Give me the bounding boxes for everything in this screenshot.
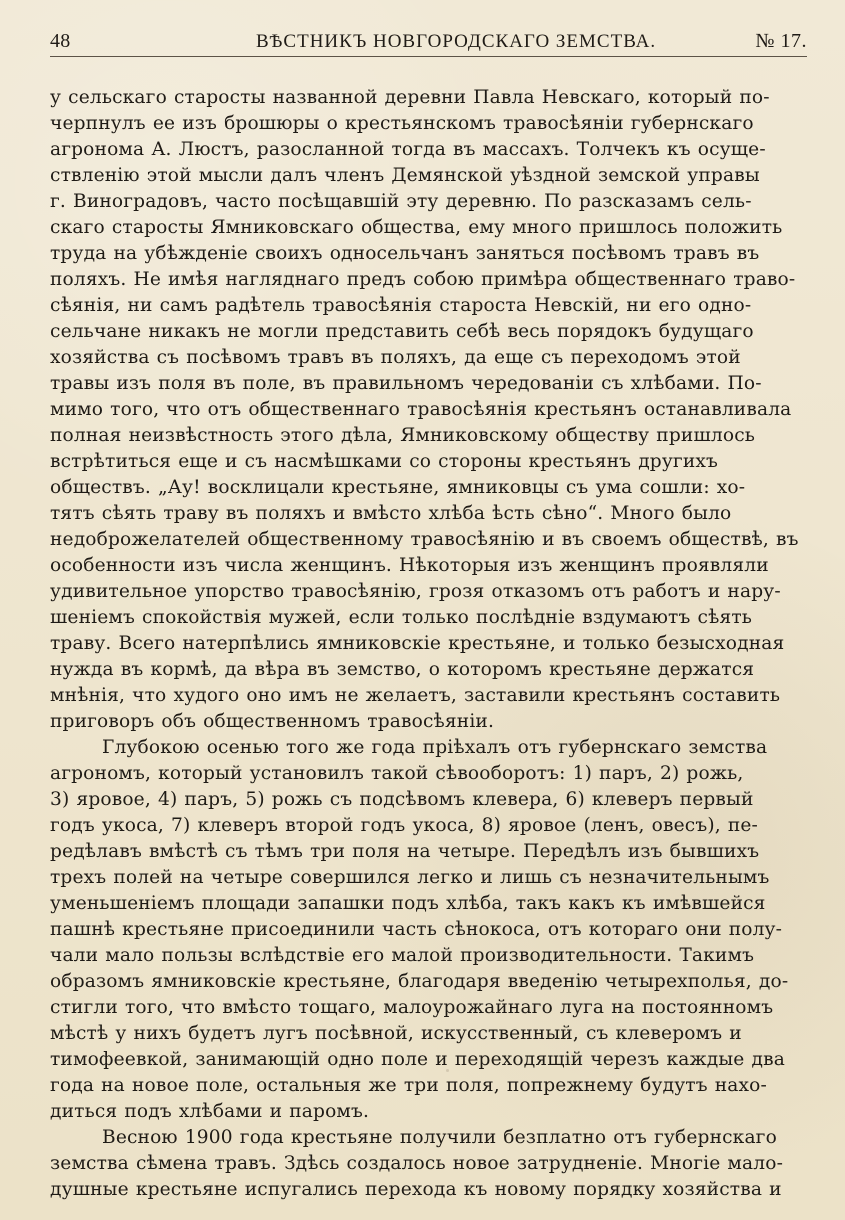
paragraph-1-line-3: агронома А. Люстъ, разосланной тогда въ массахъ. Толчекъ къ осуще- [50, 139, 766, 160]
paragraph-3 [50, 1125, 807, 1203]
paragraph-1-line-5: г. Виноградовъ, часто посѣщавшій эту деревню. По разсказамъ сель- [50, 191, 752, 212]
paragraph-1-line-18: недоброжелателей общественному травосѣянію и въ своемъ обществѣ, въ [50, 529, 799, 550]
paragraph-1-line-8: поляхъ. Не имѣя нагляднаго предъ собою примѣра общественнаго траво- [50, 269, 796, 290]
paragraph-1-line-24: мнѣнія, что худого оно имъ не желаетъ, заставили крестьянъ составить [50, 685, 781, 706]
paragraph-1-line-19: особенности изъ числа женщинъ. Нѣкоторыя изъ женщинъ проявляли [50, 555, 769, 576]
journal-title: ВѢСТНИКЪ НОВГОРОДСКАГО ЗЕМСТВА. [256, 31, 657, 52]
paragraph-2-line-5: редѣлавъ вмѣстѣ съ тѣмъ три поля на четыре. Передѣлъ изъ бывшихъ [50, 841, 760, 862]
paragraph-2-line-12: мѣстѣ у нихъ будетъ лугъ посѣвной, искусственный, съ клеверомъ и [50, 1023, 742, 1044]
paragraph-2-line-1: Глубокою осенью того же года пріѣхалъ отъ губернскаго земства [102, 737, 768, 758]
paragraph-1-line-25: приговоръ объ общественномъ травосѣяніи. [50, 711, 495, 732]
paragraph-2-line-7: уменьшеніемъ площади запашки подъ хлѣба, такъ какъ къ имѣвшейся [50, 893, 766, 914]
paragraph-1-line-21: шеніемъ спокойствія мужей, если только послѣдніе вздумаютъ сѣять [50, 607, 753, 628]
paragraph-1 [50, 85, 807, 735]
paragraph-1-line-15: встрѣтиться еще и съ насмѣшками со стороны крестьянъ другихъ [50, 451, 718, 472]
paragraph-2-line-6: трехъ полей на четыре совершился легко и лишь съ незначительнымъ [50, 867, 770, 888]
paragraph-2-line-11: стигли того, что вмѣсто тощаго, малоурожайнаго луга на постоянномъ [50, 997, 774, 1018]
running-header [50, 18, 807, 57]
paragraph-2-line-3: 3) яровое, 4) паръ, 5) рожь съ подсѣвомъ клевера, 6) клеверъ первый [50, 789, 754, 810]
document-body [50, 85, 807, 1203]
paragraph-1-line-20: удивительное упорство травосѣянію, грозя отказомъ отъ работъ и нару- [50, 581, 781, 602]
paragraph-1-line-16: обществъ. „Ау! восклицали крестьяне, ямниковцы съ ума сошли: хо- [50, 477, 746, 498]
paragraph-1-line-14: полная неизвѣстность этого дѣла, Ямниковскому обществу пришлось [50, 425, 756, 446]
paragraph-1-line-7: труда на убѣжденіе своихъ односельчанъ заняться посѣвомъ травъ въ [50, 243, 760, 264]
paragraph-1-line-13: мимо того, что отъ общественнаго травосѣянія крестьянъ останавливала [50, 399, 792, 420]
paragraph-1-line-2: черпнулъ ее изъ брошюры о крестьянскомъ травосѣяніи губернскаго [50, 113, 754, 134]
paragraph-2-line-10: образомъ ямниковскіе крестьяне, благодаря введенію четырехполья, до- [50, 971, 789, 992]
paragraph-2-line-2: агрономъ, который установилъ такой сѣвооборотъ: 1) паръ, 2) рожь, [50, 763, 744, 784]
paragraph-3-line-1: Весною 1900 года крестьяне получили безплатно отъ губернскаго [102, 1127, 777, 1148]
paragraph-1-line-17: тятъ сѣять траву въ поляхъ и вмѣсто хлѣба ѣсть сѣно“. Много было [50, 503, 732, 524]
paragraph-3-line-2: земства сѣмена травъ. Здѣсь создалось новое затрудненіе. Многіе мало- [50, 1153, 784, 1174]
paragraph-1-line-10: сельчане никакъ не могли представить себѣ весь порядокъ будущаго [50, 321, 754, 342]
paragraph-1-line-11: хозяйства съ посѣвомъ травъ въ поляхъ, да еще съ переходомъ этой [50, 347, 741, 368]
issue-number: № 17. [755, 30, 807, 52]
paragraph-2-line-15: диться подъ хлѣбами и паромъ. [50, 1101, 370, 1122]
page-number: 48 [50, 30, 71, 52]
paragraph-1-line-1: у сельскаго старосты названной деревни Павла Невскаго, который по- [50, 87, 770, 108]
paragraph-1-line-23: нужда въ кормѣ, да вѣра въ земство, о которомъ крестьяне держатся [50, 659, 755, 680]
paragraph-2-line-14: года на новое поле, остальныя же три поля, попрежнему будутъ нахо- [50, 1075, 767, 1096]
paragraph-1-line-22: траву. Всего натерпѣлись ямниковскіе крестьяне, и только безысходная [50, 633, 785, 654]
paragraph-3-line-3: душные крестьяне испугались перехода къ новому порядку хозяйства и [50, 1179, 782, 1200]
paragraph-1-line-4: ствленію этой мысли далъ членъ Демянской уѣздной земской управы [50, 165, 760, 186]
paragraph-1-line-12: травы изъ поля въ поле, въ правильномъ чередованіи съ хлѣбами. По- [50, 373, 762, 394]
paragraph-2-line-8: пашнѣ крестьяне присоединили часть сѣнокоса, отъ котораго они полу- [50, 919, 783, 940]
paragraph-2 [50, 735, 807, 1125]
paragraph-2-line-9: чали мало пользы вслѣдствіе его малой производительности. Такимъ [50, 945, 755, 966]
paragraph-1-line-9: сѣянія, ни самъ радѣтель травосѣянія староста Невскій, ни его одно- [50, 295, 752, 316]
paragraph-1-line-6: скаго старосты Ямниковскаго общества, ему много пришлось положить [50, 217, 783, 238]
paragraph-2-line-4: годъ укоса, 7) клеверъ второй годъ укоса, 8) яровое (ленъ, овесъ), пе- [50, 815, 758, 836]
paragraph-2-line-13: тимофеевкой, занимающій одно поле и переходящій черезъ каждые два [50, 1049, 785, 1070]
